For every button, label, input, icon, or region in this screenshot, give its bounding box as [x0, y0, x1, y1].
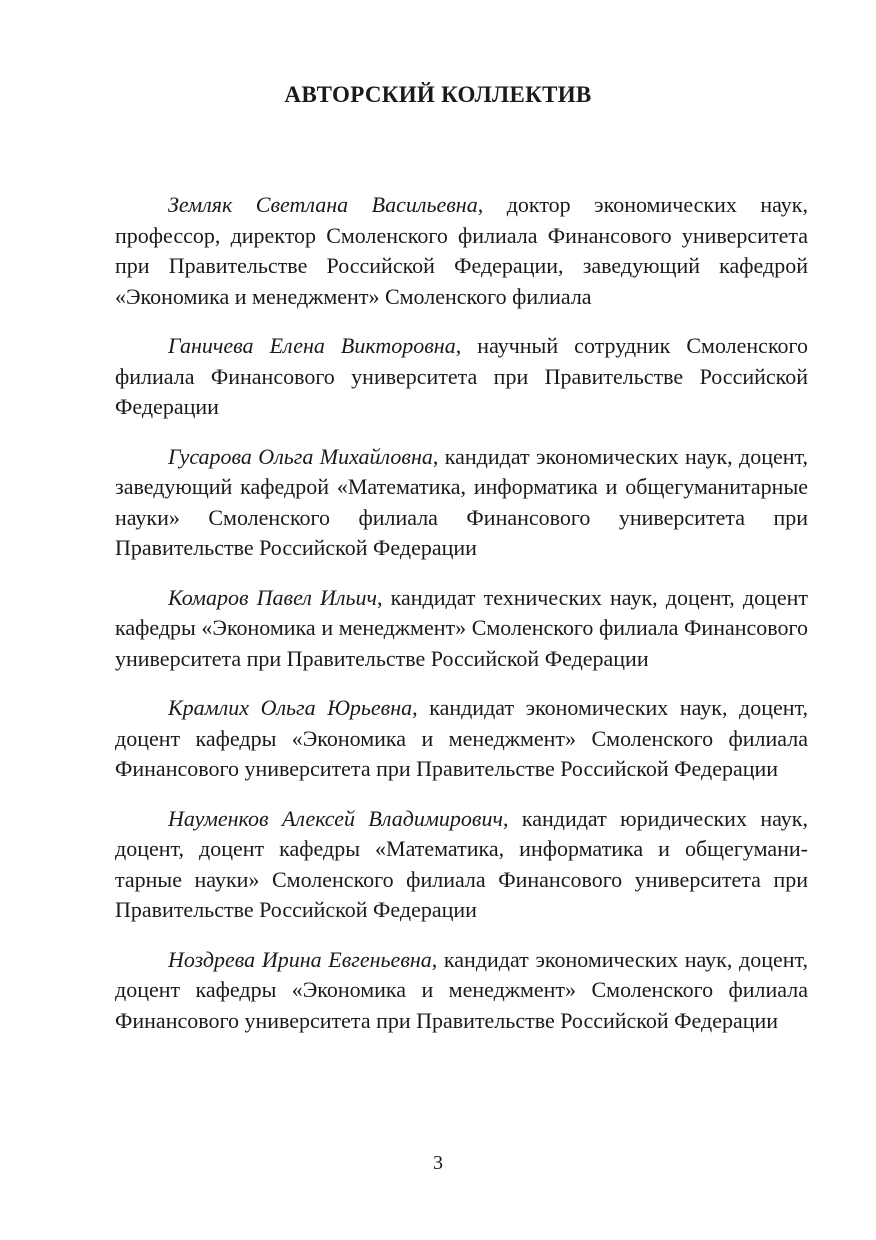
author-name: Ноздрева Ирина Евгеньевна — [168, 946, 432, 972]
author-name: Гусарова Ольга Михайловна — [168, 443, 433, 469]
author-entry — [115, 190, 808, 312]
author-description: , кандидат экономических наук, доцент, доцент кафедры «Экономика и менеджмент» Смоленского филиала Финансового университета при Правительстве Российской Федерации — [115, 946, 808, 1033]
page-number: 3 — [433, 1152, 443, 1174]
author-entry — [115, 945, 808, 1037]
author-description: , кандидат юридических наук, доцент, доцент кафедры «Математика, информатика и общегуманитарные науки» Смоленского филиала Финансового университета при Правительстве Российской Федерации — [115, 805, 808, 922]
author-description: , научный сотрудник Смоленского филиала Финансового университета при Правительстве Российской Федерации — [115, 333, 808, 419]
author-name: Земляк Светлана Васильевна — [168, 192, 478, 217]
page-title: АВТОРСКИЙ КОЛЛЕКТИВ — [284, 82, 592, 107]
author-entry — [115, 583, 808, 675]
author-entry — [115, 442, 808, 564]
author-entry — [115, 693, 808, 785]
author-entry — [115, 804, 808, 926]
author-description: , кандидат экономических наук, доцент, заведующий кафедрой «Математика, информатика и общегуманитарные науки» Смоленского филиала Финансового университета при Правительстве Российской Федерации — [115, 443, 808, 560]
author-description: , кандидат экономических наук, доцент, доцент кафедры «Экономика и менеджмент» Смоленского филиала Финансового университета при Правительстве Российской Федерации — [115, 695, 809, 781]
author-name: Крамлих Ольга Юрьевна — [168, 695, 413, 720]
author-name: Науменков Алексей Владимирович — [168, 805, 503, 831]
author-description: , кандидат технических наук, доцент, доцент кафедры «Экономика и менеджмент» Смоленского филиала Финансового университета при Правительстве Российской Федерации — [115, 584, 808, 671]
author-entry — [115, 331, 808, 423]
author-list — [115, 190, 808, 1055]
author-name: Ганичева Елена Викторовна — [168, 333, 456, 358]
author-name: Комаров Павел Ильич — [168, 584, 378, 610]
author-description: , доктор экономических наук, профессор, директор Смоленского филиала Финансового университета при Правительстве Российской Федерации, заведующий кафедрой «Экономика и менеджмент» Смоленского филиала — [115, 192, 808, 309]
